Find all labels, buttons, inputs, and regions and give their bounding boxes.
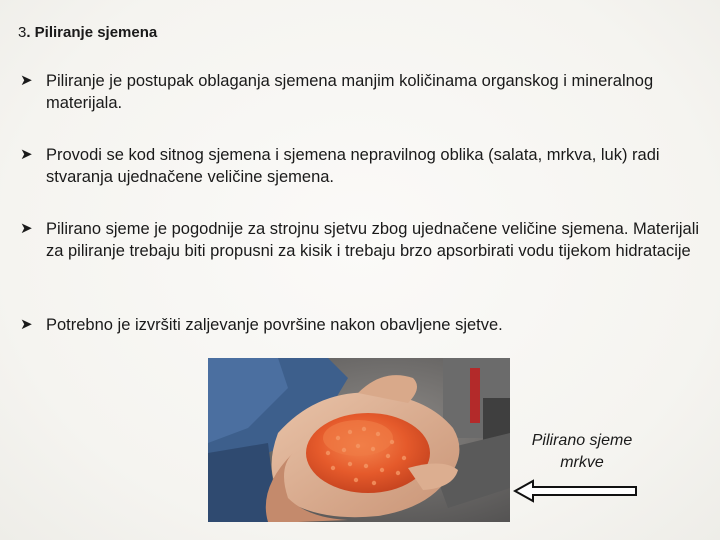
slide-title bbox=[18, 24, 157, 41]
bullet-item bbox=[20, 218, 700, 262]
arrowhead-bullet-icon: ➤ bbox=[20, 316, 33, 333]
bullet-item bbox=[20, 314, 700, 336]
caption-line-2: mrkve bbox=[560, 454, 604, 471]
slide-number: 3 bbox=[18, 24, 27, 41]
left-arrow-icon bbox=[513, 479, 639, 503]
bullet-item bbox=[20, 70, 700, 114]
arrowhead-bullet-icon: ➤ bbox=[20, 72, 33, 89]
bullet-text: Piliranje je postupak oblaganja sjemena manjim količinama organskog i mineralnog materijala. bbox=[46, 72, 654, 112]
arrowhead-bullet-icon: ➤ bbox=[20, 220, 33, 237]
slide-title-text: . Piliranje sjemena bbox=[26, 24, 158, 41]
bullet-item bbox=[20, 144, 700, 188]
caption-line-1: Pilirano sjeme bbox=[531, 432, 633, 449]
bullet-text: Provodi se kod sitnog sjemena i sjemena nepravilnog oblika (salata, mrkva, luk) radi stvaranja ujednačene veličine sjemena. bbox=[46, 146, 660, 186]
arrowhead-bullet-icon: ➤ bbox=[20, 146, 33, 163]
bullet-text: Pilirano sjeme je pogodnije za strojnu sjetvu zbog ujednačene veličine sjemena. Materijali za piliranje trebaju biti propusni za kisik i trebaju brzo apsorbirati vodu tijekom hidratacije bbox=[46, 220, 700, 260]
photo-caption bbox=[514, 430, 650, 474]
bullet-text: Potrebno je izvršiti zaljevanje površine nakon obavljene sjetve. bbox=[46, 316, 503, 334]
hands-with-seeds-image bbox=[208, 358, 510, 522]
pelleted-seed-photo bbox=[208, 358, 510, 522]
